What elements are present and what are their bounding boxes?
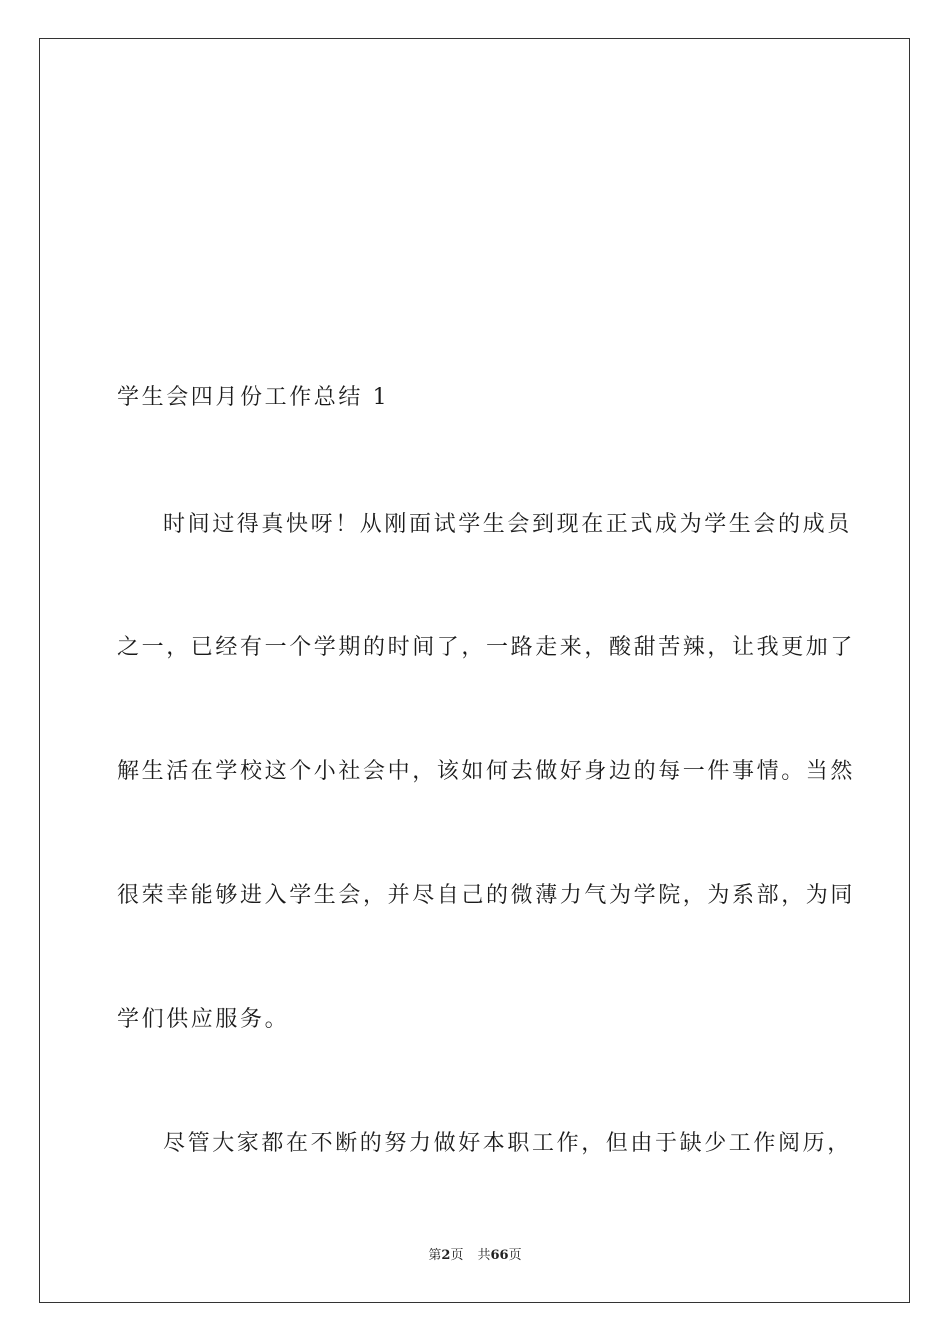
page-number: 2 <box>441 1248 451 1263</box>
page-prefix: 第 <box>428 1248 442 1263</box>
paragraph-1-line-1: 时间过得真快呀！从刚面试学生会到现在正式成为学生会的成员 <box>163 512 852 537</box>
paragraph-2-line-1: 尽管大家都在不断的努力做好本职工作，但由于缺少工作阅历， <box>163 1131 852 1156</box>
total-prefix: 共 <box>477 1248 491 1263</box>
page-suffix: 页 <box>450 1248 464 1263</box>
paragraph-1-line-4: 很荣幸能够进入学生会，并尽自己的微薄力气为学院，为系部，为同 <box>117 883 856 908</box>
document-title: 学生会四月份工作总结 1 <box>117 385 390 410</box>
page-footer <box>0 1247 950 1265</box>
total-pages: 66 <box>490 1248 509 1263</box>
total-suffix: 页 <box>508 1248 522 1263</box>
page-border <box>39 38 910 1303</box>
paragraph-1-line-3: 解生活在学校这个小社会中，该如何去做好身边的每一件事情。当然 <box>117 759 856 784</box>
paragraph-1-line-5: 学们供应服务。 <box>117 1007 290 1032</box>
paragraph-1-line-2: 之一，已经有一个学期的时间了，一路走来，酸甜苦辣，让我更加了 <box>117 635 856 660</box>
